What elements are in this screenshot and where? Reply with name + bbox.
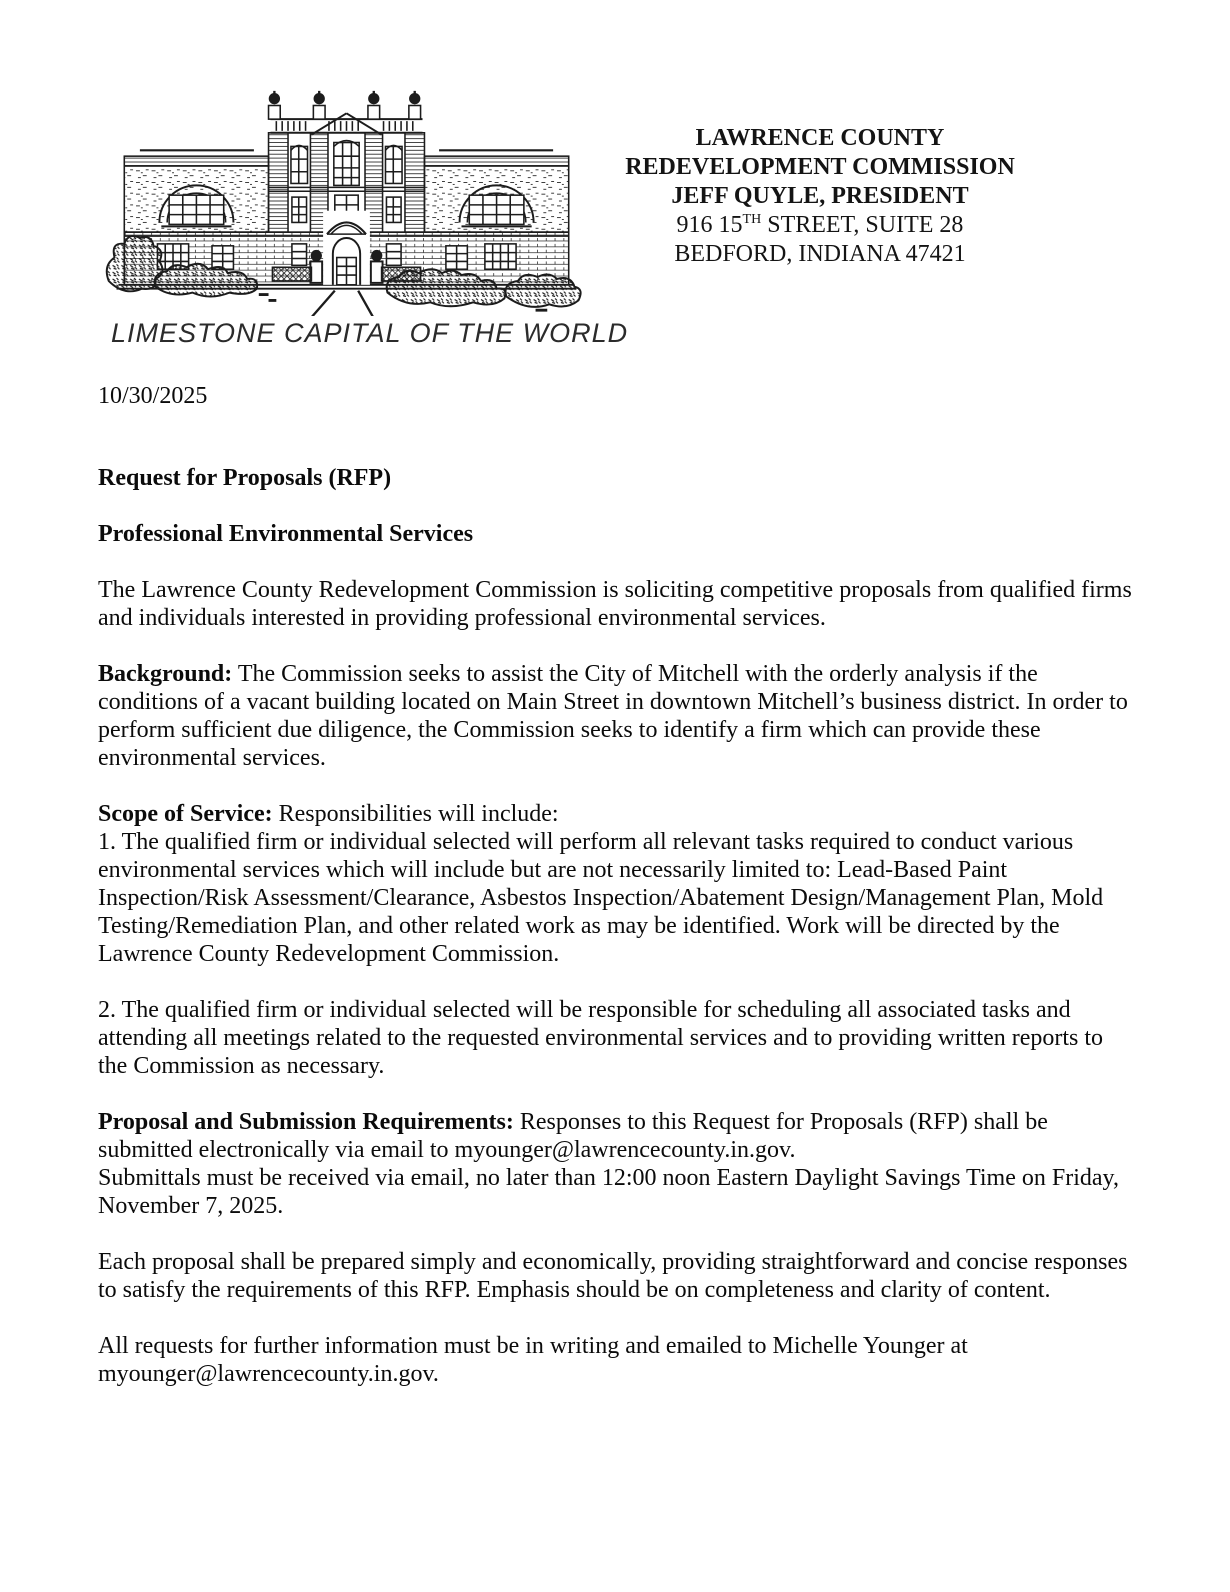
preparation-paragraph: Each proposal shall be prepared simply and economically, providing straightforward and concise responses to satisfy the requirements of this RFP. Emphasis should be on completeness and clarity of content. xyxy=(98,1249,1128,1303)
rfp-title: Request for Proposals (RFP) xyxy=(98,465,392,491)
org-street-address xyxy=(600,211,1040,240)
letterhead-logo xyxy=(99,86,629,349)
org-address-block xyxy=(600,124,1040,269)
org-name-line2: REDEVELOPMENT COMMISSION xyxy=(625,154,1015,180)
scope-intro: Responsibilities will include: xyxy=(272,801,559,827)
letterhead xyxy=(0,0,1230,382)
scope-item-2-paragraph: 2. The qualified firm or individual selected will be responsible for scheduling all associated tasks and attending all meetings related to the requested environmental services and to providing written reports to the Commission as necessary. xyxy=(98,997,1104,1079)
org-name-line3: JEFF QUYLE, PRESIDENT xyxy=(671,183,969,209)
submission-label: Proposal and Submission Requirements: xyxy=(98,1109,514,1135)
org-city-line: BEDFORD, INDIANA 47421 xyxy=(674,241,966,267)
scope-paragraph xyxy=(98,800,1135,968)
street-suffix: STREET, SUITE 28 xyxy=(761,212,964,238)
org-name-line1: LAWRENCE COUNTY xyxy=(695,125,945,151)
street-ordinal: TH xyxy=(742,212,762,227)
submission-deadline: Submittals must be received via email, no later than 12:00 noon Eastern Daylight Savings Time on Friday, November 7, 2025. xyxy=(98,1165,1119,1219)
intro-paragraph: The Lawrence County Redevelopment Commission is soliciting competitive proposals from qualified firms and individuals interested in providing professional environmental services. xyxy=(98,577,1132,631)
logo-caption: LIMESTONE CAPITAL OF THE WORLD xyxy=(111,318,629,348)
background-label: Background: xyxy=(98,661,233,687)
courthouse-illustration xyxy=(99,86,594,316)
services-subtitle: Professional Environmental Services xyxy=(98,521,474,547)
contact-paragraph: All requests for further information must be in writing and emailed to Michelle Younger at myounger@lawrencecounty.in.gov. xyxy=(98,1333,968,1387)
submission-text: Responses to this Request for Proposals (RFP) shall be submitted electronically via email to myounger@lawrencecounty.in.gov. xyxy=(98,1109,1048,1163)
date-line: 10/30/2025 xyxy=(98,383,208,409)
street-prefix: 916 15 xyxy=(676,212,743,238)
scope-label: Scope of Service: xyxy=(98,801,273,827)
background-text: The Commission seeks to assist the City of Mitchell with the orderly analysis if the conditions of a vacant building located on Main Street in downtown Mitchell’s business district. In order to perform sufficient due diligence, the Commission seeks to identify a firm which can provide these environmental services. xyxy=(98,661,1128,771)
submission-paragraph xyxy=(98,1108,1135,1220)
letter-body xyxy=(0,382,1230,1388)
scope-item-1: 1. The qualified firm or individual selected will perform all relevant tasks required to conduct various environmental services which will include but are not necessarily limited to: Lead-Based Paint Inspection/Risk Assessment/Clearance, Asbestos Inspection/Abatement Design/Management Plan, Mold Testing/Remediation Plan, and other related work as may be identified. Work will be directed by the Lawrence County Redevelopment Commission. xyxy=(98,829,1104,967)
background-paragraph xyxy=(98,660,1135,772)
